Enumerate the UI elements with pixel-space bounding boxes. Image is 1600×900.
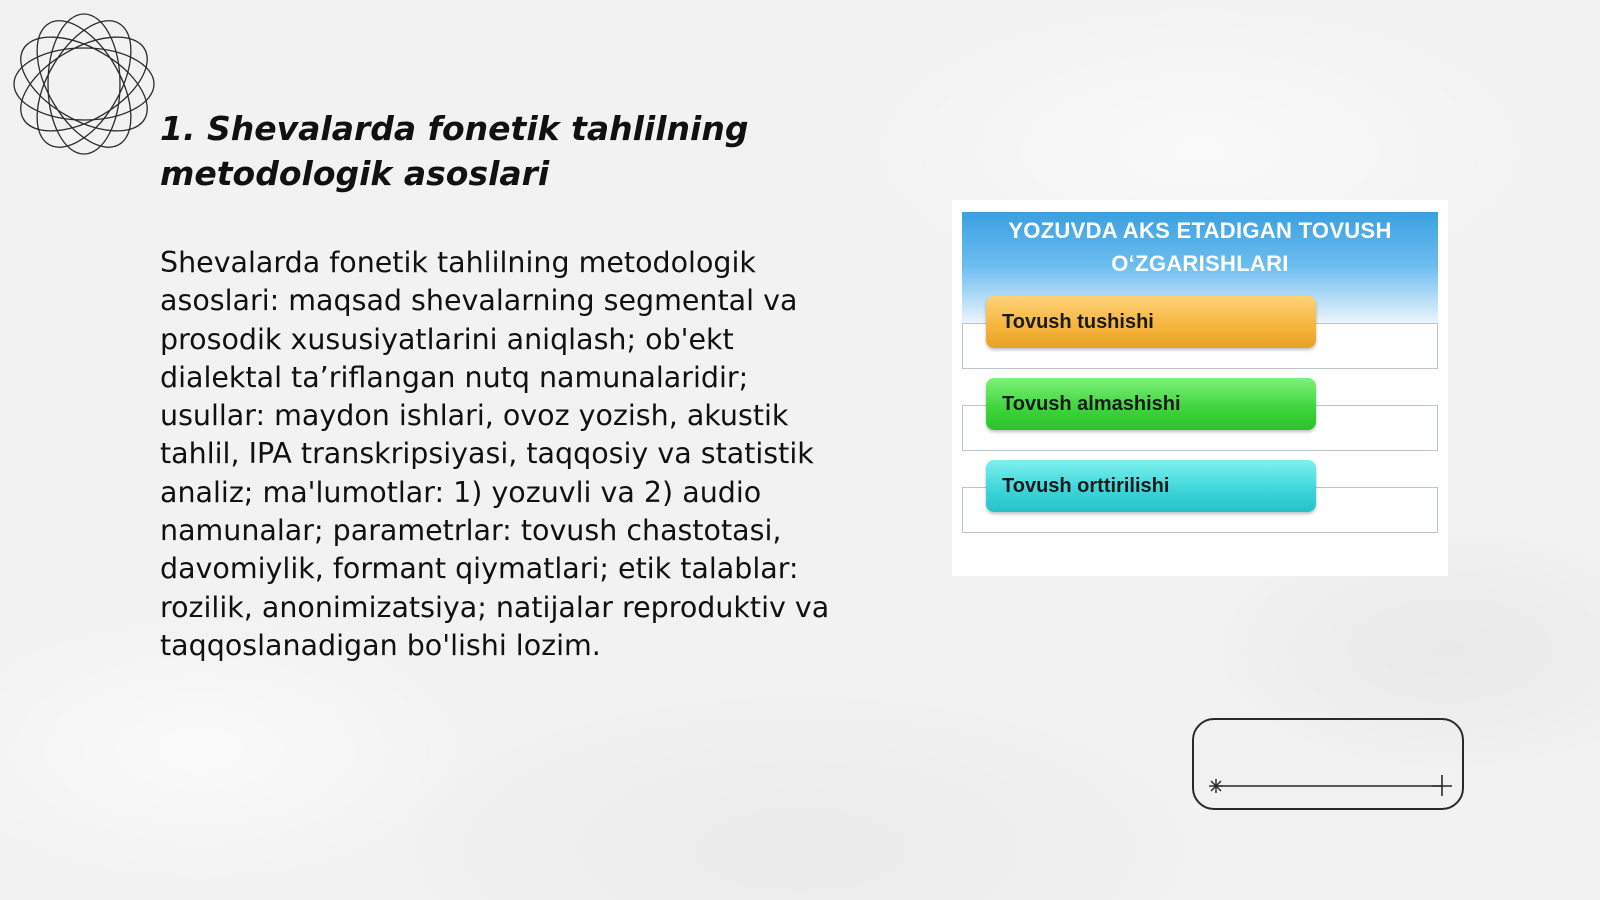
diagram-title-line-1: YOZUVDA AKS ETADIGAN TOVUSH — [1008, 218, 1392, 243]
decorative-frame — [1192, 718, 1464, 810]
diagram-title-line-2: O‘ZGARISHLARI — [1111, 251, 1289, 276]
diagram-item-label: Tovush almashishi — [1002, 393, 1181, 415]
slide-title — [160, 106, 880, 196]
sound-changes-diagram — [952, 200, 1448, 576]
line-with-endpoints-icon — [1200, 772, 1456, 796]
diagram-item — [986, 378, 1316, 430]
diagram-item — [986, 460, 1316, 512]
interlocking-circles-icon — [8, 8, 160, 160]
title-line-1: 1. Shevalarda fonetik tahlilning — [160, 109, 749, 148]
diagram-item-label: Tovush orttirilishi — [1002, 475, 1170, 497]
diagram-title — [962, 214, 1438, 280]
diagram-item — [986, 296, 1316, 348]
title-line-2: metodologik asoslari — [160, 154, 550, 193]
body-paragraph: Shevalarda fonetik tahlilning metodologik asoslari: maqsad shevalarning segmental va prosodik xususiyatlarini aniqlash; ob'ekt dialektal ta’riflangan nutq namunalaridir; usullar: maydon ishlari, ovoz yozish, akustik tahlil, IPA transkripsiyasi, taqqosiy va statistik analiz; ma'lumotlar: 1) yozuvli va 2) audio namunalar; parametrlar: tovush chastotasi, davomiylik, formant qiymatlari; etik talablar: rozilik, anonimizatsiya; natijalar reproduktiv va taqqoslanadigan bo'lishi lozim. — [160, 246, 830, 662]
diagram-item-label: Tovush tushishi — [1002, 311, 1154, 333]
